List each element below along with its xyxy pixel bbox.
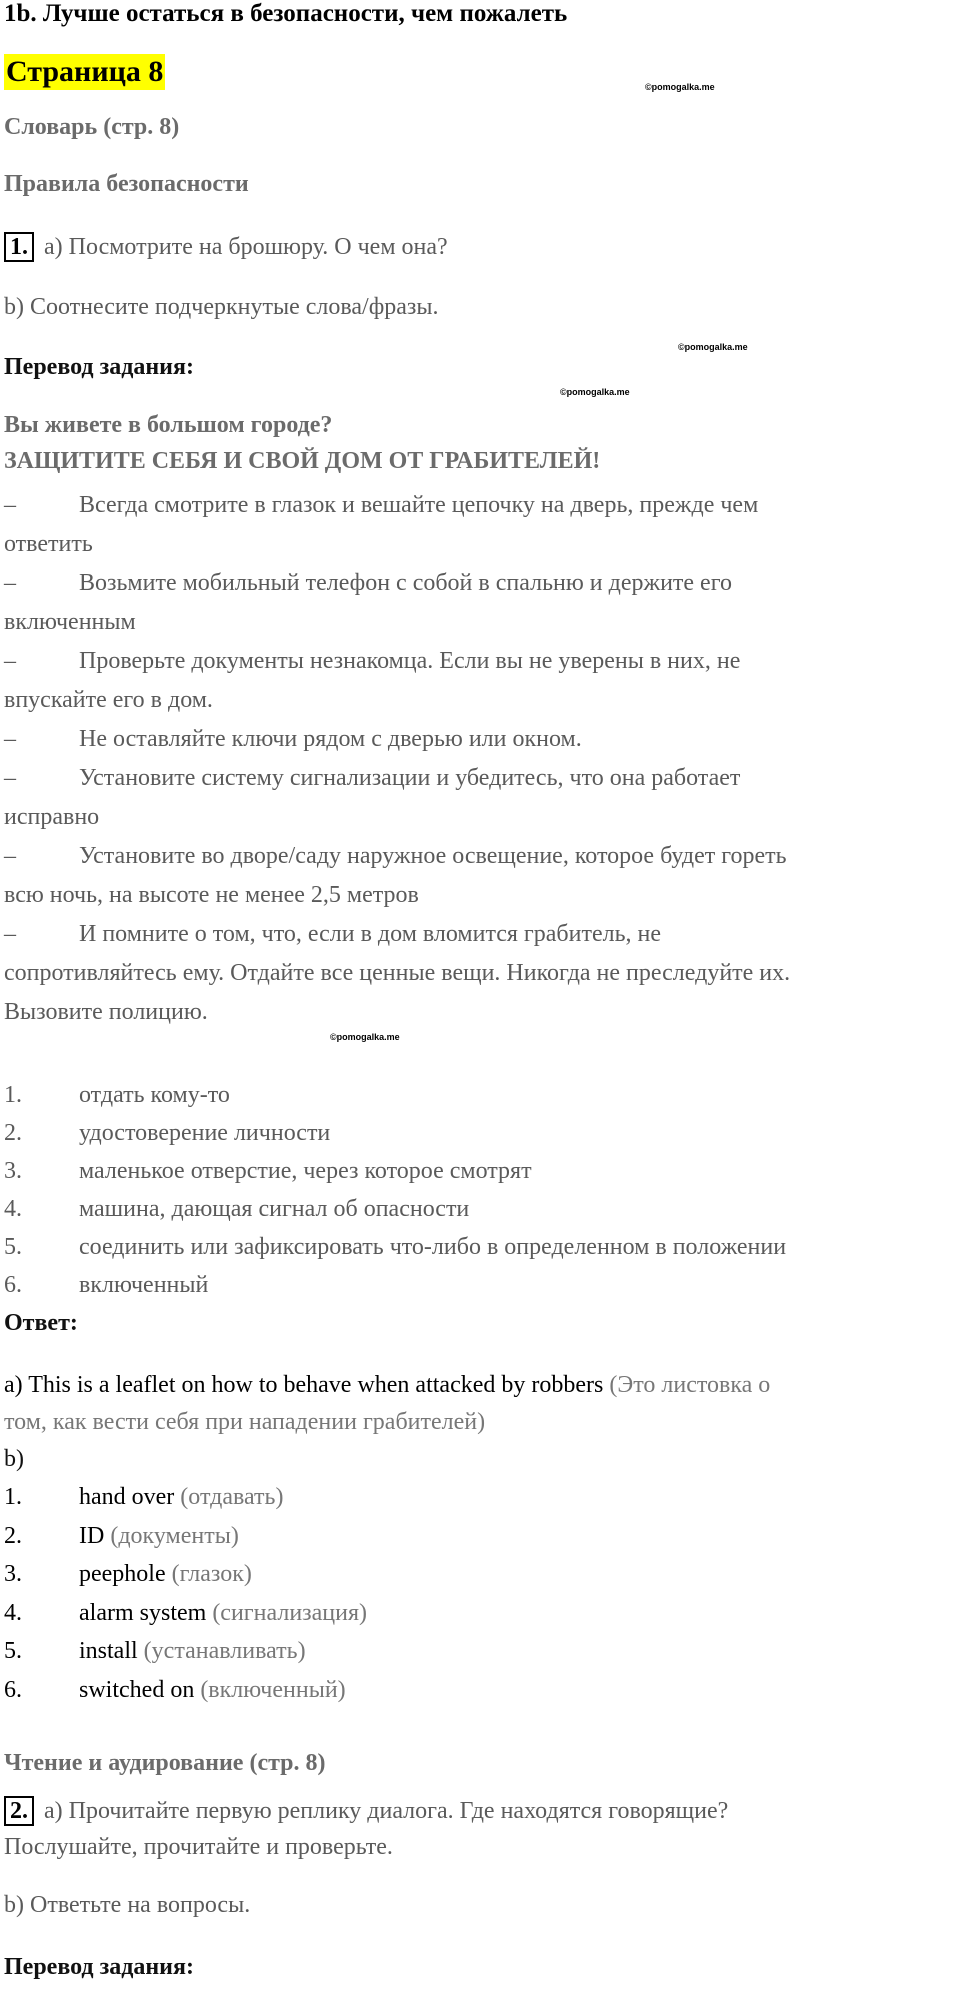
definition-number: 6. <box>4 1272 22 1298</box>
answer-number: 3. <box>4 1561 22 1587</box>
leaflet-question: Вы живете в большом городе? <box>4 412 333 438</box>
definition-number: 2. <box>4 1120 22 1146</box>
answer-en: alarm system <box>79 1599 207 1626</box>
answer-ru: (глазок) <box>171 1561 252 1587</box>
definition-item <box>4 1266 954 1304</box>
task2-a-text: a) Прочитайте первую реплику диалога. Где находятся говорящие? <box>44 1798 729 1824</box>
dash: – <box>4 726 16 752</box>
rule-text-cont: включенным <box>4 609 136 635</box>
rule-text: Проверьте документы незнакомца. Если вы не уверены в них, не <box>79 648 741 674</box>
definition-number: 3. <box>4 1158 22 1184</box>
dash: – <box>4 570 16 596</box>
rule-text-cont: всю ночь, на высоте не менее 2,5 метров <box>4 882 419 908</box>
answer-b-label: b) <box>4 1446 24 1472</box>
rule-text-cont: сопротивляйтесь ему. Отдайте все ценные вещи. Никогда не преследуйте их. <box>4 960 791 986</box>
answer-ru: (включенный) <box>200 1676 346 1703</box>
answer-number: 5. <box>4 1638 22 1664</box>
safety-rules-heading: Правила безопасности <box>4 171 249 197</box>
answer-a-ru: (Это листовка о <box>609 1372 771 1398</box>
answers-b-list <box>4 1478 954 1709</box>
task1-b: b) Соотнесите подчеркнутые слова/фразы. <box>4 294 439 320</box>
answer-item <box>4 1478 954 1517</box>
task-number-box: 1. <box>4 232 34 262</box>
translation-heading: Перевод задания: <box>4 354 194 380</box>
definition-text: машина, дающая сигнал об опасности <box>79 1196 470 1222</box>
answer-item <box>4 1632 954 1671</box>
reading-heading: Чтение и аудирование (стр. 8) <box>4 1750 326 1776</box>
answer-item <box>4 1671 954 1710</box>
answer-item <box>4 1594 954 1633</box>
rule-text: Установите систему сигнализации и убедитесь, что она работает <box>79 765 741 791</box>
dash: – <box>4 921 16 947</box>
leaflet-rules <box>4 486 954 1032</box>
answer-number: 6. <box>4 1676 22 1703</box>
answer-item <box>4 1517 954 1556</box>
answer-en: peephole <box>79 1561 166 1587</box>
task1-a-text: a) Посмотрите на брошюру. О чем она? <box>44 234 448 260</box>
task2-a-line1 <box>4 1796 728 1826</box>
translation-heading-2: Перевод задания: <box>4 1954 194 1980</box>
leaflet-headline: ЗАЩИТИТЕ СЕБЯ И СВОЙ ДОМ ОТ ГРАБИТЕЛЕЙ! <box>4 448 601 474</box>
rule-text: И помните о том, что, если в дом вломится грабитель, не <box>79 921 662 947</box>
task1-a <box>4 232 448 262</box>
rule-text-cont: ответить <box>4 531 93 557</box>
definition-item <box>4 1190 954 1228</box>
definition-text: соединить или зафиксировать что-либо в определенном в положении <box>79 1234 787 1260</box>
answer-ru: (устанавливать) <box>143 1638 306 1664</box>
definition-item <box>4 1152 954 1190</box>
answer-en: switched on <box>79 1676 195 1703</box>
dash: – <box>4 648 16 674</box>
page-number-badge: Страница 8 <box>6 55 164 88</box>
answer-item <box>4 1555 954 1594</box>
answer-en: install <box>79 1638 138 1664</box>
answer-a-line1 <box>4 1372 770 1399</box>
answer-number: 1. <box>4 1484 22 1510</box>
vocab-heading: Словарь (стр. 8) <box>4 114 180 140</box>
definition-text: маленькое отверстие, через которое смотрят <box>79 1158 532 1184</box>
rule-item <box>4 486 954 1032</box>
dash: – <box>4 765 16 791</box>
definition-number: 4. <box>4 1196 22 1222</box>
answer-heading: Ответ: <box>4 1310 78 1336</box>
dash: – <box>4 843 16 869</box>
definition-text: включенный <box>79 1272 209 1298</box>
watermark: ©pomogalka.me <box>678 342 748 352</box>
rule-text: Установите во дворе/саду наружное освещение, которое будет гореть <box>79 843 787 869</box>
definition-number: 1. <box>4 1082 22 1108</box>
dash: – <box>4 492 16 518</box>
rule-text-cont: исправно <box>4 804 100 830</box>
answer-ru: (документы) <box>110 1522 239 1549</box>
definition-number: 5. <box>4 1234 22 1260</box>
rule-text-cont: впускайте его в дом. <box>4 687 213 713</box>
answer-en: hand over <box>79 1484 175 1510</box>
definition-item <box>4 1228 954 1266</box>
answer-ru: (сигнализация) <box>212 1599 368 1626</box>
rule-text: Возьмите мобильный телефон с собой в спальню и держите его <box>79 570 732 596</box>
answer-number: 2. <box>4 1522 22 1549</box>
definition-text: удостоверение личности <box>79 1120 331 1146</box>
task-number-box: 2. <box>4 1796 34 1826</box>
answer-en: ID <box>79 1522 105 1549</box>
task2-a-line2: Послушайте, прочитайте и проверьте. <box>4 1834 393 1860</box>
definition-item <box>4 1076 954 1114</box>
lesson-title: 1b. Лучше остаться в безопасности, чем пожалеть <box>4 0 568 27</box>
watermark: ©pomogalka.me <box>330 1032 400 1042</box>
rule-text: Не оставляйте ключи рядом с дверью или окном. <box>79 726 582 752</box>
answer-number: 4. <box>4 1599 22 1626</box>
rule-text: Всегда смотрите в глазок и вешайте цепочку на дверь, прежде чем <box>79 492 759 518</box>
watermark: ©pomogalka.me <box>560 387 630 397</box>
definitions-list <box>4 1076 954 1304</box>
answer-ru: (отдавать) <box>180 1484 284 1510</box>
rule-text-cont: Вызовите полицию. <box>4 999 208 1025</box>
watermark: ©pomogalka.me <box>645 82 715 92</box>
definition-item <box>4 1114 954 1152</box>
answer-a-en: a) This is a leaflet on how to behave when attacked by robbers <box>4 1372 604 1398</box>
answer-a-line2: том, как вести себя при нападении грабителей) <box>4 1409 486 1435</box>
definition-text: отдать кому-то <box>79 1082 230 1108</box>
task2-b: b) Ответьте на вопросы. <box>4 1892 251 1918</box>
